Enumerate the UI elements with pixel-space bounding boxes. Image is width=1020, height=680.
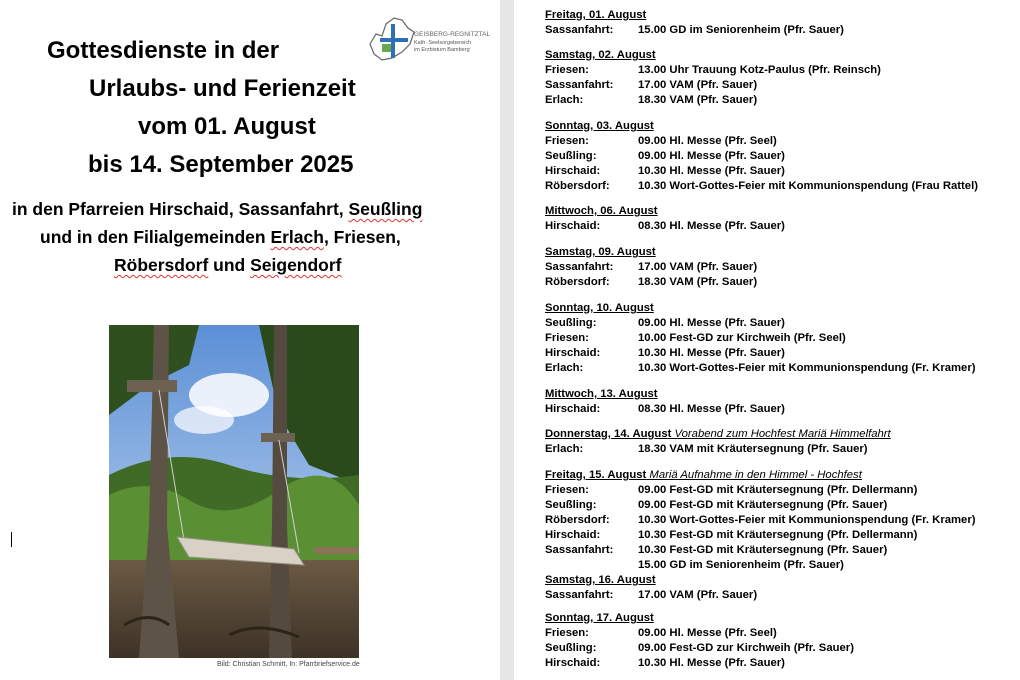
schedule-entry-place: Seußling: — [545, 642, 597, 654]
subtitle-line-3: Röbersdorf und Seigendorf — [114, 255, 342, 275]
schedule-entry — [545, 543, 975, 558]
schedule-entry — [545, 361, 975, 376]
schedule-day-label: Sonntag, 03. August — [545, 120, 654, 132]
schedule-entry-place: Erlach: — [545, 94, 584, 106]
schedule-entry — [545, 316, 975, 331]
schedule-entry — [545, 528, 975, 543]
schedule-day-label: Mittwoch, 13. August — [545, 388, 658, 400]
schedule-day-label: Samstag, 02. August — [545, 49, 656, 61]
forest-swing-photo — [109, 325, 359, 658]
schedule-day-block — [545, 119, 978, 194]
schedule-day-label: Samstag, 09. August — [545, 246, 656, 258]
schedule-entry-place: Röbersdorf: — [545, 180, 610, 192]
schedule-entry-text: 15.00 GD im Seniorenheim (Pfr. Sauer) — [638, 559, 844, 571]
schedule-day-block — [545, 387, 785, 417]
schedule-entry — [545, 588, 757, 603]
schedule-entry-place: Friesen: — [545, 135, 589, 147]
schedule-day-heading — [545, 48, 881, 63]
title-line-1: Gottesdienste in der — [47, 37, 280, 64]
schedule-entry-place: Hirschaid: — [545, 220, 601, 232]
schedule-day-block — [545, 468, 975, 573]
schedule-entry-text: 09.00 Hl. Messe (Pfr. Sauer) — [638, 317, 785, 329]
schedule-entry — [545, 641, 854, 656]
schedule-entry-text: 18.30 VAM (Pfr. Sauer) — [638, 94, 758, 106]
schedule-day-heading — [545, 611, 854, 626]
schedule-entry-text: 10.30 Hl. Messe (Pfr. Sauer) — [638, 165, 785, 177]
schedule-entry-place: Seußling: — [545, 150, 597, 162]
schedule-entry-text: 18.30 VAM mit Kräutersegnung (Pfr. Sauer) — [638, 443, 868, 455]
schedule-day-heading — [545, 204, 785, 219]
schedule-entry — [545, 78, 881, 93]
schedule-entry-text: 13.00 Uhr Trauung Kotz-Paulus (Pfr. Reinsch) — [638, 64, 881, 76]
schedule-entry — [545, 164, 978, 179]
title-line-2: Urlaubs- und Ferienzeit — [89, 75, 356, 102]
schedule-entry-text: 18.30 VAM (Pfr. Sauer) — [638, 276, 758, 288]
text-cursor — [11, 532, 12, 547]
schedule-entry-place: Hirschaid: — [545, 347, 601, 359]
schedule-entry — [545, 656, 854, 671]
schedule-entry — [545, 179, 978, 194]
schedule-day-block — [545, 8, 844, 38]
schedule-entry — [545, 513, 975, 528]
schedule-day-heading — [545, 301, 975, 316]
schedule-day-heading — [545, 387, 785, 402]
schedule-entry-place: Sassanfahrt: — [545, 589, 614, 601]
schedule-entry-place: Hirschaid: — [545, 657, 601, 669]
schedule-day-label: Sonntag, 10. August — [545, 302, 654, 314]
logo-line-2: Kath. Seelsorgebereich — [414, 40, 472, 46]
schedule-entry-text: 10.30 Hl. Messe (Pfr. Sauer) — [638, 347, 785, 359]
schedule-day-heading — [545, 573, 757, 588]
title-line-3: vom 01. August — [138, 113, 316, 140]
schedule-entry-text: 10.30 Wort-Gottes-Feier mit Kommunionspendung (Fr. Kramer) — [638, 514, 976, 526]
schedule-day-block — [545, 611, 854, 671]
cross-map-icon — [366, 14, 416, 66]
schedule-entry-text: 10.00 Fest-GD zur Kirchweih (Pfr. Seel) — [638, 332, 846, 344]
schedule-entry — [545, 442, 891, 457]
schedule-entry — [545, 558, 975, 573]
left-page — [0, 0, 500, 680]
schedule-day-heading — [545, 119, 978, 134]
schedule-entry-text: 10.30 Fest-GD mit Kräutersegnung (Pfr. Sauer) — [638, 544, 888, 556]
schedule-entry-text: 10.30 Hl. Messe (Pfr. Sauer) — [638, 657, 785, 669]
schedule-day-label: Freitag, 15. August — [545, 469, 647, 481]
title-line-4: bis 14. September 2025 — [88, 151, 354, 178]
schedule-entry — [545, 331, 975, 346]
schedule-entry-text: 15.00 GD im Seniorenheim (Pfr. Sauer) — [638, 24, 844, 36]
schedule-entry-text: 09.00 Fest-GD zur Kirchweih (Pfr. Sauer) — [638, 642, 854, 654]
schedule-entry — [545, 93, 881, 108]
schedule-day-heading — [545, 8, 844, 23]
schedule-entry-place — [545, 558, 638, 573]
schedule-entry-place: Hirschaid: — [545, 529, 601, 541]
schedule-entry-text: 09.00 Hl. Messe (Pfr. Sauer) — [638, 150, 785, 162]
schedule-entry — [545, 134, 978, 149]
schedule-entry — [545, 23, 844, 38]
schedule-entry-place: Friesen: — [545, 332, 589, 344]
schedule-day-block — [545, 245, 757, 290]
schedule-day-label: Sonntag, 17. August — [545, 612, 654, 624]
logo-line-1: GEISBERG-REGNITZTAL — [414, 31, 491, 38]
schedule-entry — [545, 483, 975, 498]
schedule-day-label: Mittwoch, 06. August — [545, 205, 658, 217]
schedule-day-block — [545, 48, 881, 108]
schedule-entry-text: 17.00 VAM (Pfr. Sauer) — [638, 79, 758, 91]
schedule-entry-text: 09.00 Hl. Messe (Pfr. Seel) — [638, 627, 777, 639]
schedule-entry — [545, 260, 757, 275]
schedule-entry — [545, 346, 975, 361]
schedule-day-heading — [545, 245, 757, 260]
schedule-day-block — [545, 573, 757, 603]
schedule-entry-text: 09.00 Fest-GD mit Kräutersegnung (Pfr. Sauer) — [638, 499, 888, 511]
schedule-entry-text: 10.30 Wort-Gottes-Feier mit Kommunionspendung (Fr. Kramer) — [638, 362, 976, 374]
schedule-entry-place: Friesen: — [545, 484, 589, 496]
schedule-day-block — [545, 427, 891, 457]
schedule-day-note: Mariä Aufnahme in den Himmel - Hochfest — [649, 469, 862, 481]
photo-credit: Bild: Christian Schmitt, In: Pfarrbriefservice.de — [217, 661, 360, 668]
schedule-entry-place: Röbersdorf: — [545, 276, 610, 288]
schedule-day-label: Donnerstag, 14. August — [545, 428, 672, 440]
schedule-day-block — [545, 204, 785, 234]
schedule-entry-text: 08.30 Hl. Messe (Pfr. Sauer) — [638, 403, 785, 415]
schedule-entry — [545, 275, 757, 290]
schedule-entry — [545, 63, 881, 78]
schedule-entry-text: 17.00 VAM (Pfr. Sauer) — [638, 589, 758, 601]
schedule-entry-place: Röbersdorf: — [545, 514, 610, 526]
schedule-entry — [545, 149, 978, 164]
schedule-entry-place: Erlach: — [545, 362, 584, 374]
schedule-entry — [545, 498, 975, 513]
schedule-day-heading — [545, 468, 975, 483]
parish-logo — [366, 14, 490, 66]
schedule-entry-place: Hirschaid: — [545, 403, 601, 415]
schedule-entry-text: 09.00 Hl. Messe (Pfr. Seel) — [638, 135, 777, 147]
subtitle-line-1: in den Pfarreien Hirschaid, Sassanfahrt, Seußling — [12, 199, 423, 219]
schedule-entry-place: Seußling: — [545, 317, 597, 329]
right-page — [514, 0, 1020, 680]
schedule-entry — [545, 219, 785, 234]
schedule-entry-place: Friesen: — [545, 627, 589, 639]
schedule-day-label: Freitag, 01. August — [545, 9, 647, 21]
subtitle-line-2: und in den Filialgemeinden Erlach, Friesen, — [40, 227, 401, 247]
schedule-entry-text: 10.30 Wort-Gottes-Feier mit Kommunionspendung (Frau Rattel) — [638, 180, 978, 192]
schedule-day-heading — [545, 427, 891, 442]
logo-line-3: im Erzbistum Bamberg — [414, 47, 470, 53]
schedule-entry-place: Sassanfahrt: — [545, 544, 614, 556]
schedule-entry-text: 09.00 Fest-GD mit Kräutersegnung (Pfr. Dellermann) — [638, 484, 918, 496]
schedule-entry-place: Erlach: — [545, 443, 584, 455]
schedule-day-note: Vorabend zum Hochfest Mariä Himmelfahrt — [674, 428, 891, 440]
schedule-entry-text: 17.00 VAM (Pfr. Sauer) — [638, 261, 758, 273]
schedule-entry-place: Hirschaid: — [545, 165, 601, 177]
schedule-entry — [545, 626, 854, 641]
schedule-entry-place: Friesen: — [545, 64, 589, 76]
schedule-day-label: Samstag, 16. August — [545, 574, 656, 586]
schedule-entry-text: 10.30 Fest-GD mit Kräutersegnung (Pfr. Dellermann) — [638, 529, 918, 541]
schedule-entry-place: Sassanfahrt: — [545, 79, 614, 91]
schedule-entry-place: Sassanfahrt: — [545, 24, 614, 36]
schedule-entry-place: Sassanfahrt: — [545, 261, 614, 273]
schedule-day-block — [545, 301, 975, 376]
schedule-entry-text: 08.30 Hl. Messe (Pfr. Sauer) — [638, 220, 785, 232]
schedule-entry-place: Seußling: — [545, 499, 597, 511]
schedule-entry — [545, 402, 785, 417]
